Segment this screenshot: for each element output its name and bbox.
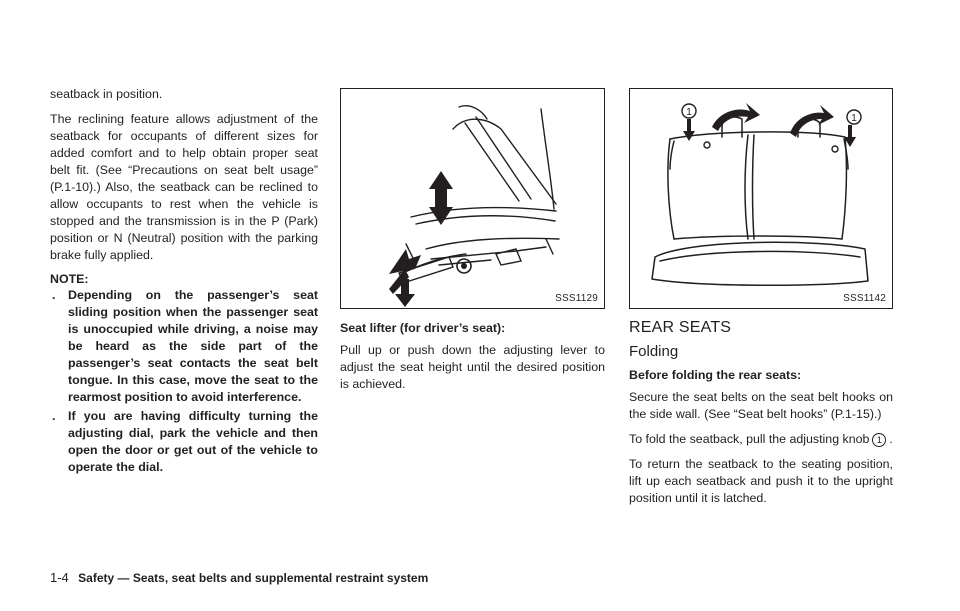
- page-footer: [50, 570, 428, 585]
- circled-number: 1: [872, 433, 886, 447]
- section-title: REAR SEATS: [629, 319, 732, 336]
- subsection-title: Folding: [629, 343, 679, 360]
- note-label: NOTE:: [50, 272, 89, 286]
- rear-seat-figure: [629, 88, 893, 309]
- seat-lifter-illustration: [341, 89, 604, 308]
- subheading: Before folding the rear seats:: [629, 368, 802, 382]
- callout-number: 1: [686, 107, 692, 118]
- paragraph-fold-text: To fold the seatback, pull the adjusting knob: [629, 432, 870, 446]
- paragraph-return: To return the seatback to the seating position, lift up each seatback and push it to the upright position until it is latched.: [629, 457, 893, 505]
- right-column: [629, 86, 893, 515]
- page-number: 1-4: [50, 570, 69, 585]
- paragraph-fold-end: .: [889, 432, 893, 446]
- middle-column: [340, 86, 605, 401]
- paragraph-secure-belts: Secure the seat belts on the seat belt hooks on the side wall. (See “Seat belt hooks” (P.1-15).): [629, 390, 893, 421]
- seat-lifter-body: Pull up or push down the adjusting lever to adjust the seat height until the desired position is achieved.: [340, 343, 605, 391]
- left-column: [50, 86, 318, 478]
- paragraph-fold: [629, 431, 893, 448]
- callout-number: 1: [851, 113, 857, 124]
- paragraph-reclining: The reclining feature allows adjustment of the seatback for occupants of different sizes for added comfort and to help obtain proper seat belt fit. (See “Precautions on seat belt usage” (P.1-10).) Also, the seatback can be reclined to allow occupants to rest when the vehicle is stopped and the transmission is in the P (Park) position or N (Neutral) position with the parking brake fully applied.: [50, 112, 318, 262]
- footer-title: Safety — Seats, seat belts and supplemental restraint system: [78, 571, 429, 585]
- seat-lifter-figure: [340, 88, 605, 309]
- seat-lifter-heading: Seat lifter (for driver’s seat):: [340, 321, 506, 335]
- note-bullet-text: If you are having difficulty turning the adjusting dial, park the vehicle and then open the door or get out of the vehicle to operate the dial.: [68, 409, 318, 474]
- note-bullet: . If you are having difficulty turning the adjusting dial, park the vehicle and then open the door or get out of the vehicle to operate the dial.: [52, 409, 318, 474]
- note-bullet-text: Depending on the passenger’s seat sliding position when the passenger seat is unoccupied while driving, a noise may be heard as the side part of the passenger’s seat contacts the seat belt tongue. In this case, move the seat to the rearmost position to avoid interference.: [68, 288, 318, 404]
- rear-seat-illustration: [630, 89, 892, 308]
- note-bullet: . Depending on the passenger’s seat sliding position when the passenger seat is unoccupied while driving, a noise may be heard as the side part of the passenger’s seat contacts the seat belt tongue. In this case, move the seat to the rearmost position to avoid interference.: [52, 288, 318, 404]
- figure-code: SSS1129: [555, 293, 598, 304]
- paragraph-seatback: seatback in position.: [50, 87, 163, 101]
- figure-code: SSS1142: [843, 293, 886, 304]
